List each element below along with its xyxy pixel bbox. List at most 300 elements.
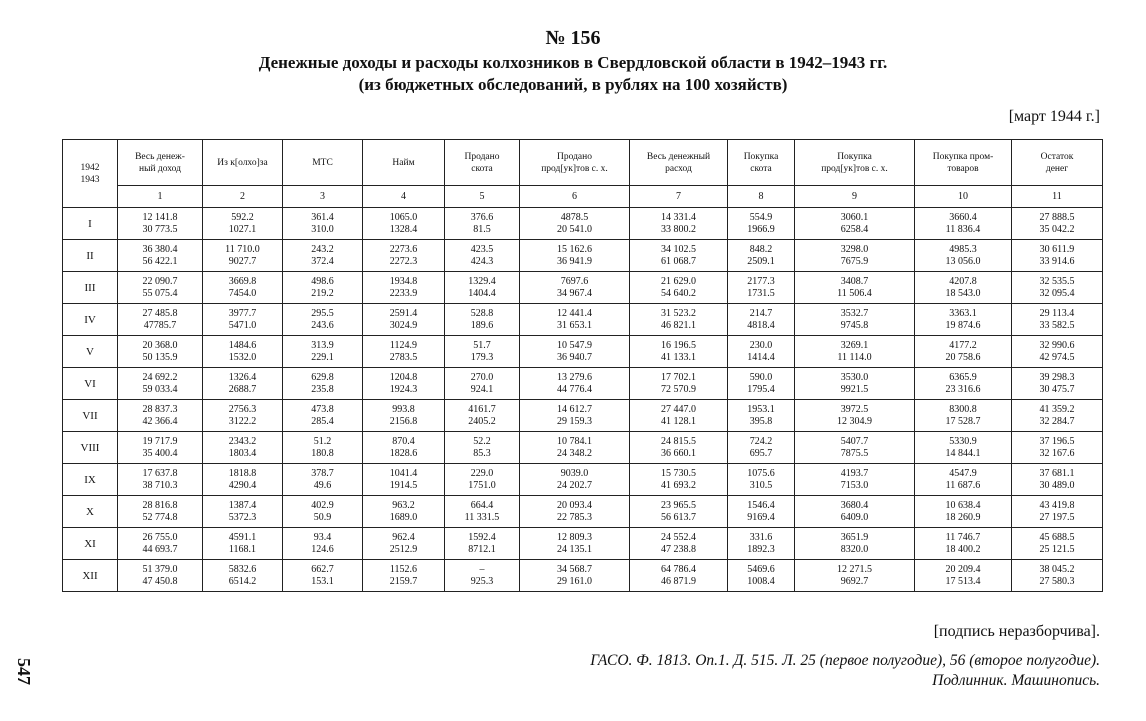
value-1943: 3122.2	[228, 415, 257, 427]
value-1943: 11 114.0	[837, 351, 872, 363]
column-number: 11	[1012, 186, 1103, 208]
column-number: 1	[118, 186, 203, 208]
value-1942: 1329.4	[468, 275, 496, 287]
value-1943: 49.6	[313, 479, 332, 491]
value-1942: 1041.4	[389, 467, 418, 479]
value-cell	[1012, 336, 1103, 368]
value-1943: 1414.4	[747, 351, 775, 363]
value-1942: 19 717.9	[142, 435, 178, 447]
value-1943: 7454.0	[228, 287, 257, 299]
value-1942: 27 888.5	[1039, 211, 1075, 223]
value-cell	[118, 240, 203, 272]
value-1942: 14 612.7	[557, 403, 592, 415]
value-1943: 695.7	[749, 447, 773, 459]
value-1943: 7875.5	[840, 447, 869, 459]
value-1943: 372.4	[311, 255, 334, 267]
value-cell	[118, 528, 203, 560]
value-1942: 29 113.4	[1039, 307, 1075, 319]
value-cell	[445, 432, 520, 464]
value-1942: 27 447.0	[661, 403, 696, 415]
value-1942: 3408.7	[840, 275, 869, 287]
value-1942: 662.7	[311, 563, 334, 575]
value-1942: 1124.9	[389, 339, 418, 351]
value-1943: 11 506.4	[837, 287, 872, 299]
value-cell	[630, 400, 728, 432]
value-cell	[363, 560, 445, 592]
value-1942: 9039.0	[560, 467, 589, 479]
value-1942: 3269.1	[840, 339, 869, 351]
month-cell: X	[63, 496, 118, 528]
value-1942: 229.0	[470, 467, 494, 479]
value-1942: 14 331.4	[661, 211, 696, 223]
value-1942: 12 271.5	[837, 563, 872, 575]
value-cell	[203, 400, 283, 432]
value-cell	[915, 560, 1012, 592]
value-1942: 3651.9	[840, 531, 869, 543]
value-1942: 3363.1	[949, 307, 977, 319]
value-cell	[795, 304, 915, 336]
value-cell	[445, 464, 520, 496]
value-1943: 219.2	[311, 287, 334, 299]
value-1942: 3532.7	[840, 307, 869, 319]
column-number: 7	[630, 186, 728, 208]
value-1943: 46 871.9	[661, 575, 696, 587]
value-cell	[728, 272, 795, 304]
value-1943: 11 687.6	[945, 479, 981, 491]
value-1942: 32 990.6	[1039, 339, 1075, 351]
value-1942: 13 279.6	[557, 371, 592, 383]
value-1942: 528.8	[470, 307, 494, 319]
value-1943: 9745.8	[840, 319, 869, 331]
table-row	[63, 272, 1103, 304]
value-1943: 30 475.7	[1039, 383, 1075, 395]
value-cell	[728, 304, 795, 336]
value-1943: 9692.7	[840, 575, 869, 587]
value-1942: 1204.8	[389, 371, 418, 383]
value-1943: 1803.4	[228, 447, 257, 459]
value-cell	[520, 432, 630, 464]
value-1942: 3060.1	[840, 211, 869, 223]
title-line-2: (из бюджетных обследований, в рублях на 100 хозяйств)	[358, 75, 788, 94]
value-1943: 47 450.8	[142, 575, 178, 587]
value-1942: 37 681.1	[1039, 467, 1075, 479]
value-1943: 395.8	[749, 415, 773, 427]
value-1942: 4177.2	[949, 339, 977, 351]
value-1942: 12 441.4	[557, 307, 592, 319]
value-1942: 1592.4	[468, 531, 496, 543]
value-cell	[520, 304, 630, 336]
value-cell	[630, 368, 728, 400]
value-1943: 32 095.4	[1039, 287, 1075, 299]
value-1942: 39 298.3	[1039, 371, 1075, 383]
table-row	[63, 336, 1103, 368]
value-1943: 229.1	[311, 351, 334, 363]
signature-note: [подпись неразборчива].	[933, 623, 1100, 640]
table-row	[63, 208, 1103, 240]
value-1942: 34 568.7	[557, 563, 592, 575]
value-cell	[630, 432, 728, 464]
value-1942: 870.4	[392, 435, 415, 447]
value-1942: 590.0	[749, 371, 773, 383]
month-cell: VII	[63, 400, 118, 432]
value-1942: 664.4	[470, 499, 494, 511]
value-1942: 402.9	[311, 499, 334, 511]
value-1943: 6514.2	[228, 575, 257, 587]
value-1942: 3680.4	[840, 499, 869, 511]
table-row	[63, 560, 1103, 592]
value-1942: 3669.8	[228, 275, 257, 287]
value-1942: 1075.6	[747, 467, 775, 479]
value-1942: 51.2	[313, 435, 332, 447]
value-1942: 962.4	[392, 531, 415, 543]
value-1942: 2177.3	[747, 275, 775, 287]
value-1942: 3660.4	[949, 211, 977, 223]
value-1942: 23 965.5	[661, 499, 696, 511]
value-1943: 27 580.3	[1039, 575, 1075, 587]
value-1942: 993.8	[392, 403, 415, 415]
value-1943: 5372.3	[228, 511, 257, 523]
value-cell	[363, 240, 445, 272]
value-1942: 2591.4	[389, 307, 418, 319]
value-1943: 1795.4	[747, 383, 775, 395]
value-1942: 17 637.8	[142, 467, 178, 479]
value-cell	[445, 496, 520, 528]
value-1943: 3024.9	[389, 319, 418, 331]
value-1942: 1152.6	[389, 563, 418, 575]
value-1943: 18 260.9	[945, 511, 981, 523]
archive-source	[590, 651, 1100, 691]
value-cell	[915, 272, 1012, 304]
value-1942: 1934.8	[389, 275, 418, 287]
value-1942: 5469.6	[747, 563, 775, 575]
value-1943: 38 710.3	[142, 479, 178, 491]
value-cell	[118, 304, 203, 336]
value-cell	[118, 208, 203, 240]
table-row	[63, 528, 1103, 560]
year-header	[63, 140, 118, 208]
value-cell	[795, 368, 915, 400]
value-1942: 1326.4	[228, 371, 257, 383]
value-cell	[283, 368, 363, 400]
value-1942: 848.2	[749, 243, 773, 255]
month-cell: IV	[63, 304, 118, 336]
value-1943: 1966.9	[747, 223, 775, 235]
value-1943: 33 914.6	[1039, 255, 1075, 267]
value-1943: 2156.8	[389, 415, 418, 427]
value-1942: 4193.7	[840, 467, 869, 479]
value-cell	[915, 208, 1012, 240]
value-1942: 15 730.5	[661, 467, 696, 479]
value-cell	[203, 336, 283, 368]
value-cell	[1012, 496, 1103, 528]
value-1942: 24 552.4	[661, 531, 696, 543]
value-1943: 7153.0	[840, 479, 869, 491]
value-cell	[118, 496, 203, 528]
value-1942: 8300.8	[949, 403, 977, 415]
value-1942: 2343.2	[228, 435, 257, 447]
value-1942: 93.4	[313, 531, 332, 543]
column-number: 6	[520, 186, 630, 208]
value-1942: 1387.4	[228, 499, 257, 511]
value-1943: 56 422.1	[142, 255, 178, 267]
value-1943: 9027.7	[228, 255, 257, 267]
value-cell	[630, 336, 728, 368]
value-cell	[630, 560, 728, 592]
value-1943: 12 304.9	[837, 415, 872, 427]
value-1942: 498.6	[311, 275, 334, 287]
value-1942: 12 141.8	[142, 211, 178, 223]
value-1942: 4591.1	[228, 531, 257, 543]
table-row	[63, 304, 1103, 336]
value-1943: 35 042.2	[1039, 223, 1075, 235]
value-cell	[1012, 208, 1103, 240]
value-1943: 2512.9	[389, 543, 418, 555]
month-cell: IX	[63, 464, 118, 496]
value-1943: 1328.4	[389, 223, 418, 235]
column-header-label: Покупка пром- товаров	[932, 151, 994, 174]
value-1942: 214.7	[749, 307, 773, 319]
column-number: 4	[363, 186, 445, 208]
value-1943: 1027.1	[228, 223, 257, 235]
value-1943: 18 400.2	[945, 543, 981, 555]
value-cell	[203, 528, 283, 560]
table-row	[63, 240, 1103, 272]
value-1943: 18 543.0	[945, 287, 981, 299]
column-header	[118, 140, 203, 186]
value-cell	[445, 304, 520, 336]
value-cell	[915, 464, 1012, 496]
value-1943: 153.1	[311, 575, 334, 587]
value-cell	[520, 336, 630, 368]
title-line-1: Денежные доходы и расходы колхозников в Свердловской области в 1942–1943 гг.	[258, 53, 888, 72]
value-1943: 50.9	[313, 511, 332, 523]
value-1942: 270.0	[470, 371, 494, 383]
value-cell	[363, 304, 445, 336]
value-1942: 5832.6	[228, 563, 257, 575]
value-1943: 35 400.4	[142, 447, 178, 459]
source-line-2: Подлинник. Машинопись.	[932, 672, 1100, 689]
value-cell	[363, 368, 445, 400]
column-header	[1012, 140, 1103, 186]
value-1942: 28 837.3	[142, 403, 178, 415]
column-header	[283, 140, 363, 186]
value-cell	[445, 336, 520, 368]
value-1943: 33 582.5	[1039, 319, 1075, 331]
value-1942: 11 710.0	[225, 243, 260, 255]
value-cell	[1012, 464, 1103, 496]
value-1943: 25 121.5	[1039, 543, 1075, 555]
column-number: 3	[283, 186, 363, 208]
value-cell	[203, 368, 283, 400]
value-cell	[795, 272, 915, 304]
value-1943: 310.5	[749, 479, 773, 491]
value-1943: 20 758.6	[945, 351, 981, 363]
value-1943: 41 133.1	[661, 351, 696, 363]
value-1942: 12 809.3	[557, 531, 592, 543]
page-number: 547	[14, 658, 34, 685]
column-header	[728, 140, 795, 186]
value-cell	[118, 560, 203, 592]
value-cell	[118, 368, 203, 400]
column-header-label: МТС	[312, 157, 333, 168]
value-cell	[118, 272, 203, 304]
value-1943: 424.3	[470, 255, 494, 267]
value-1943: 924.1	[470, 383, 494, 395]
value-1942: 361.4	[311, 211, 334, 223]
value-1943: 36 660.1	[661, 447, 696, 459]
table-row	[63, 368, 1103, 400]
value-1943: 13 056.0	[945, 255, 981, 267]
value-1942: 724.2	[749, 435, 773, 447]
value-1942: 313.9	[311, 339, 334, 351]
value-cell	[795, 528, 915, 560]
value-1943: 179.3	[470, 351, 494, 363]
value-cell	[915, 496, 1012, 528]
column-header	[445, 140, 520, 186]
value-1943: 23 316.6	[945, 383, 981, 395]
value-1943: 2159.7	[389, 575, 418, 587]
value-cell	[363, 208, 445, 240]
value-1943: 11 331.5	[464, 511, 500, 523]
value-1943: 46 821.1	[661, 319, 696, 331]
value-cell	[1012, 432, 1103, 464]
value-1942: 20 209.4	[945, 563, 981, 575]
value-1943: 32 167.6	[1039, 447, 1075, 459]
table-row	[63, 464, 1103, 496]
year-label: 1942	[80, 162, 100, 173]
value-1942: 629.8	[311, 371, 334, 383]
value-cell	[728, 560, 795, 592]
value-cell	[520, 560, 630, 592]
value-1943: 1404.4	[468, 287, 496, 299]
value-cell	[283, 560, 363, 592]
column-header	[520, 140, 630, 186]
value-cell	[630, 528, 728, 560]
value-1942: 21 629.0	[661, 275, 696, 287]
value-1943: 47785.7	[143, 319, 177, 331]
year-label: 1943	[80, 174, 100, 185]
value-cell	[203, 208, 283, 240]
column-header-label: Весь денежный расход	[646, 151, 711, 174]
value-cell	[118, 400, 203, 432]
value-1942: 52.2	[473, 435, 491, 447]
value-cell	[203, 304, 283, 336]
month-cell: III	[63, 272, 118, 304]
value-cell	[795, 464, 915, 496]
value-1943: 81.5	[473, 223, 491, 235]
value-1943: 285.4	[311, 415, 334, 427]
column-number: 10	[915, 186, 1012, 208]
value-cell	[728, 240, 795, 272]
value-1943: 20 541.0	[557, 223, 592, 235]
value-1943: 19 874.6	[945, 319, 981, 331]
value-1942: 64 786.4	[661, 563, 696, 575]
value-cell	[1012, 528, 1103, 560]
value-1942: 17 702.1	[661, 371, 696, 383]
table-row	[63, 496, 1103, 528]
column-header-label: Весь денеж- ный доход	[135, 151, 185, 174]
value-1942: 3972.5	[840, 403, 869, 415]
value-cell	[1012, 560, 1103, 592]
value-cell	[283, 432, 363, 464]
value-1943: 2233.9	[389, 287, 418, 299]
value-cell	[630, 272, 728, 304]
value-1943: 22 785.3	[557, 511, 592, 523]
value-cell	[363, 400, 445, 432]
value-cell	[795, 400, 915, 432]
value-1942: 43 419.8	[1039, 499, 1075, 511]
value-cell	[728, 400, 795, 432]
value-1943: 34 967.4	[557, 287, 592, 299]
value-1942: 295.5	[311, 307, 334, 319]
value-cell	[283, 496, 363, 528]
column-header-label: Покупка прод[ук]тов с. х.	[821, 151, 888, 174]
value-1942: 10 638.4	[945, 499, 981, 511]
value-cell	[1012, 304, 1103, 336]
value-1942: 24 692.2	[142, 371, 178, 383]
budget-table	[62, 139, 1103, 592]
value-cell	[283, 336, 363, 368]
value-1943: 33 800.2	[661, 223, 696, 235]
value-1943: 31 653.1	[557, 319, 592, 331]
value-cell	[795, 208, 915, 240]
value-cell	[795, 560, 915, 592]
value-cell	[1012, 400, 1103, 432]
value-1943: 1892.3	[747, 543, 775, 555]
value-1943: 50 135.9	[142, 351, 178, 363]
value-cell	[363, 432, 445, 464]
value-1942: 34 102.5	[661, 243, 696, 255]
value-1942: 1065.0	[389, 211, 418, 223]
value-1942: 473.8	[311, 403, 334, 415]
value-cell	[795, 496, 915, 528]
value-1942: 1953.1	[747, 403, 775, 415]
column-number: 9	[795, 186, 915, 208]
value-1943: 72 570.9	[661, 383, 696, 395]
value-cell	[203, 560, 283, 592]
column-header	[915, 140, 1012, 186]
value-1942: 423.5	[470, 243, 494, 255]
value-1942: 31 523.2	[661, 307, 696, 319]
value-cell	[445, 240, 520, 272]
value-1942: 38 045.2	[1039, 563, 1075, 575]
value-1942: 2273.6	[389, 243, 418, 255]
value-cell	[445, 272, 520, 304]
value-cell	[118, 336, 203, 368]
value-1942: 4878.5	[560, 211, 589, 223]
value-1943: 8320.0	[840, 543, 869, 555]
value-cell	[203, 272, 283, 304]
value-cell	[795, 240, 915, 272]
column-number: 5	[445, 186, 520, 208]
value-cell	[630, 464, 728, 496]
value-cell	[363, 272, 445, 304]
value-1943: 4818.4	[747, 319, 775, 331]
value-cell	[520, 208, 630, 240]
value-1942: 243.2	[311, 243, 334, 255]
value-cell	[915, 304, 1012, 336]
value-1943: 180.8	[311, 447, 334, 459]
value-1942: 15 162.6	[557, 243, 592, 255]
value-cell	[203, 432, 283, 464]
value-1943: 7675.9	[840, 255, 869, 267]
value-cell	[118, 464, 203, 496]
value-1942: 26 755.0	[142, 531, 178, 543]
value-1943: 243.6	[311, 319, 334, 331]
value-1942: 24 815.5	[661, 435, 696, 447]
value-1943: 9169.4	[747, 511, 775, 523]
value-1943: 59 033.4	[142, 383, 178, 395]
